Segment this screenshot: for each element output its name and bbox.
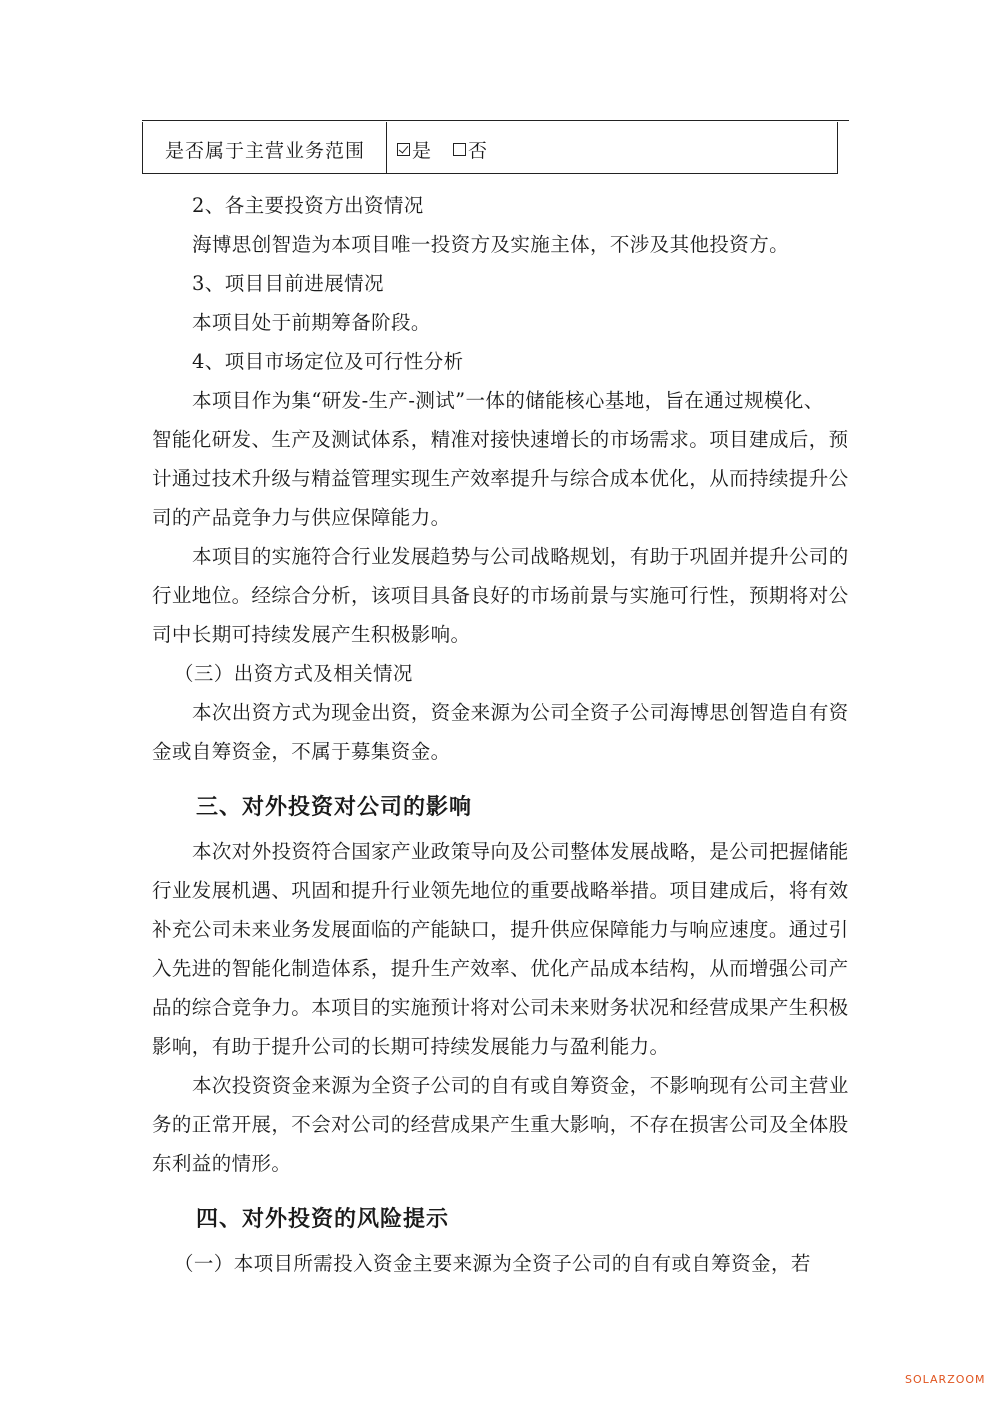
option-no-label: 否 — [468, 140, 488, 162]
section3-heading: 3、项目目前进展情况 — [192, 272, 384, 295]
section4-para1-line: 计通过技术升级与精益管理实现生产效率提升与综合成本优化，从而持续提升公 — [152, 467, 849, 490]
risk-heading: 四、对外投资的风险提示 — [196, 1207, 450, 1232]
section2-heading: 2、各主要投资方出资情况 — [192, 194, 424, 217]
section4-para1-line: 本项目作为集“研发-生产-测试”一体的储能核心基地，旨在通过规模化、 — [192, 389, 824, 412]
section4-para2-line: 行业地位。经综合分析，该项目具备良好的市场前景与实施可行性，预期将对公 — [152, 584, 849, 607]
impact-para1-line: 入先进的智能化制造体系，提升生产效率、优化产品成本结构，从而增强公司产 — [152, 957, 849, 980]
checkbox-unchecked-icon[interactable] — [453, 143, 466, 156]
section4-para1-line: 智能化研发、生产及测试体系，精准对接快速增长的市场需求。项目建成后，预 — [152, 428, 849, 451]
business-scope-label: 是否属于主营业务范围 — [165, 140, 366, 162]
impact-para1-line: 行业发展机遇、巩固和提升行业领先地位的重要战略举措。项目建成后，将有效 — [152, 879, 849, 902]
table-divider — [386, 122, 387, 173]
section4-para2-line: 司中长期可持续发展产生积极影响。 — [152, 623, 471, 646]
business-scope-table — [142, 122, 838, 174]
impact-para2-line: 本次投资资金来源为全资子公司的自有或自筹资金，不影响现有公司主营业 — [192, 1074, 849, 1097]
impact-heading: 三、对外投资对公司的影响 — [196, 795, 473, 820]
impact-para2-line: 务的正常开展，不会对公司的经营成果产生重大影响，不存在损害公司及全体股 — [152, 1113, 849, 1136]
funding-line: 本次出资方式为现金出资，资金来源为公司全资子公司海博思创智造自有资 — [192, 701, 849, 724]
section3-paragraph: 本项目处于前期筹备阶段。 — [192, 311, 431, 334]
funding-line: 金或自筹资金，不属于募集资金。 — [152, 740, 451, 763]
impact-para1-line: 本次对外投资符合国家产业政策导向及公司整体发展战略，是公司把握储能 — [192, 840, 849, 863]
impact-para2-line: 东利益的情形。 — [152, 1152, 292, 1175]
risk-line: （一）本项目所需投入资金主要来源为全资子公司的自有或自筹资金，若 — [174, 1252, 811, 1275]
section4-para2-line: 本项目的实施符合行业发展趋势与公司战略规划，有助于巩固并提升公司的 — [192, 545, 849, 568]
option-yes-label: 是 — [412, 140, 432, 162]
impact-para1-line: 品的综合竞争力。本项目的实施预计将对公司未来财务状况和经营成果产生积极 — [152, 996, 849, 1019]
solarzoom-watermark: SOLARZOOM — [905, 1373, 986, 1386]
checkbox-checked-icon[interactable] — [397, 143, 410, 156]
business-scope-options — [397, 136, 487, 163]
table-top-rule — [142, 120, 849, 121]
impact-para1-line: 影响，有助于提升公司的长期可持续发展能力与盈利能力。 — [152, 1035, 670, 1058]
section2-paragraph: 海博思创智造为本项目唯一投资方及实施主体，不涉及其他投资方。 — [192, 233, 790, 256]
funding-heading: （三）出资方式及相关情况 — [174, 662, 413, 685]
impact-para1-line: 补充公司未来业务发展面临的产能缺口，提升供应保障能力与响应速度。通过引 — [152, 918, 849, 941]
section4-para1-line: 司的产品竞争力与供应保障能力。 — [152, 506, 451, 529]
section4-heading: 4、项目市场定位及可行性分析 — [192, 350, 464, 373]
